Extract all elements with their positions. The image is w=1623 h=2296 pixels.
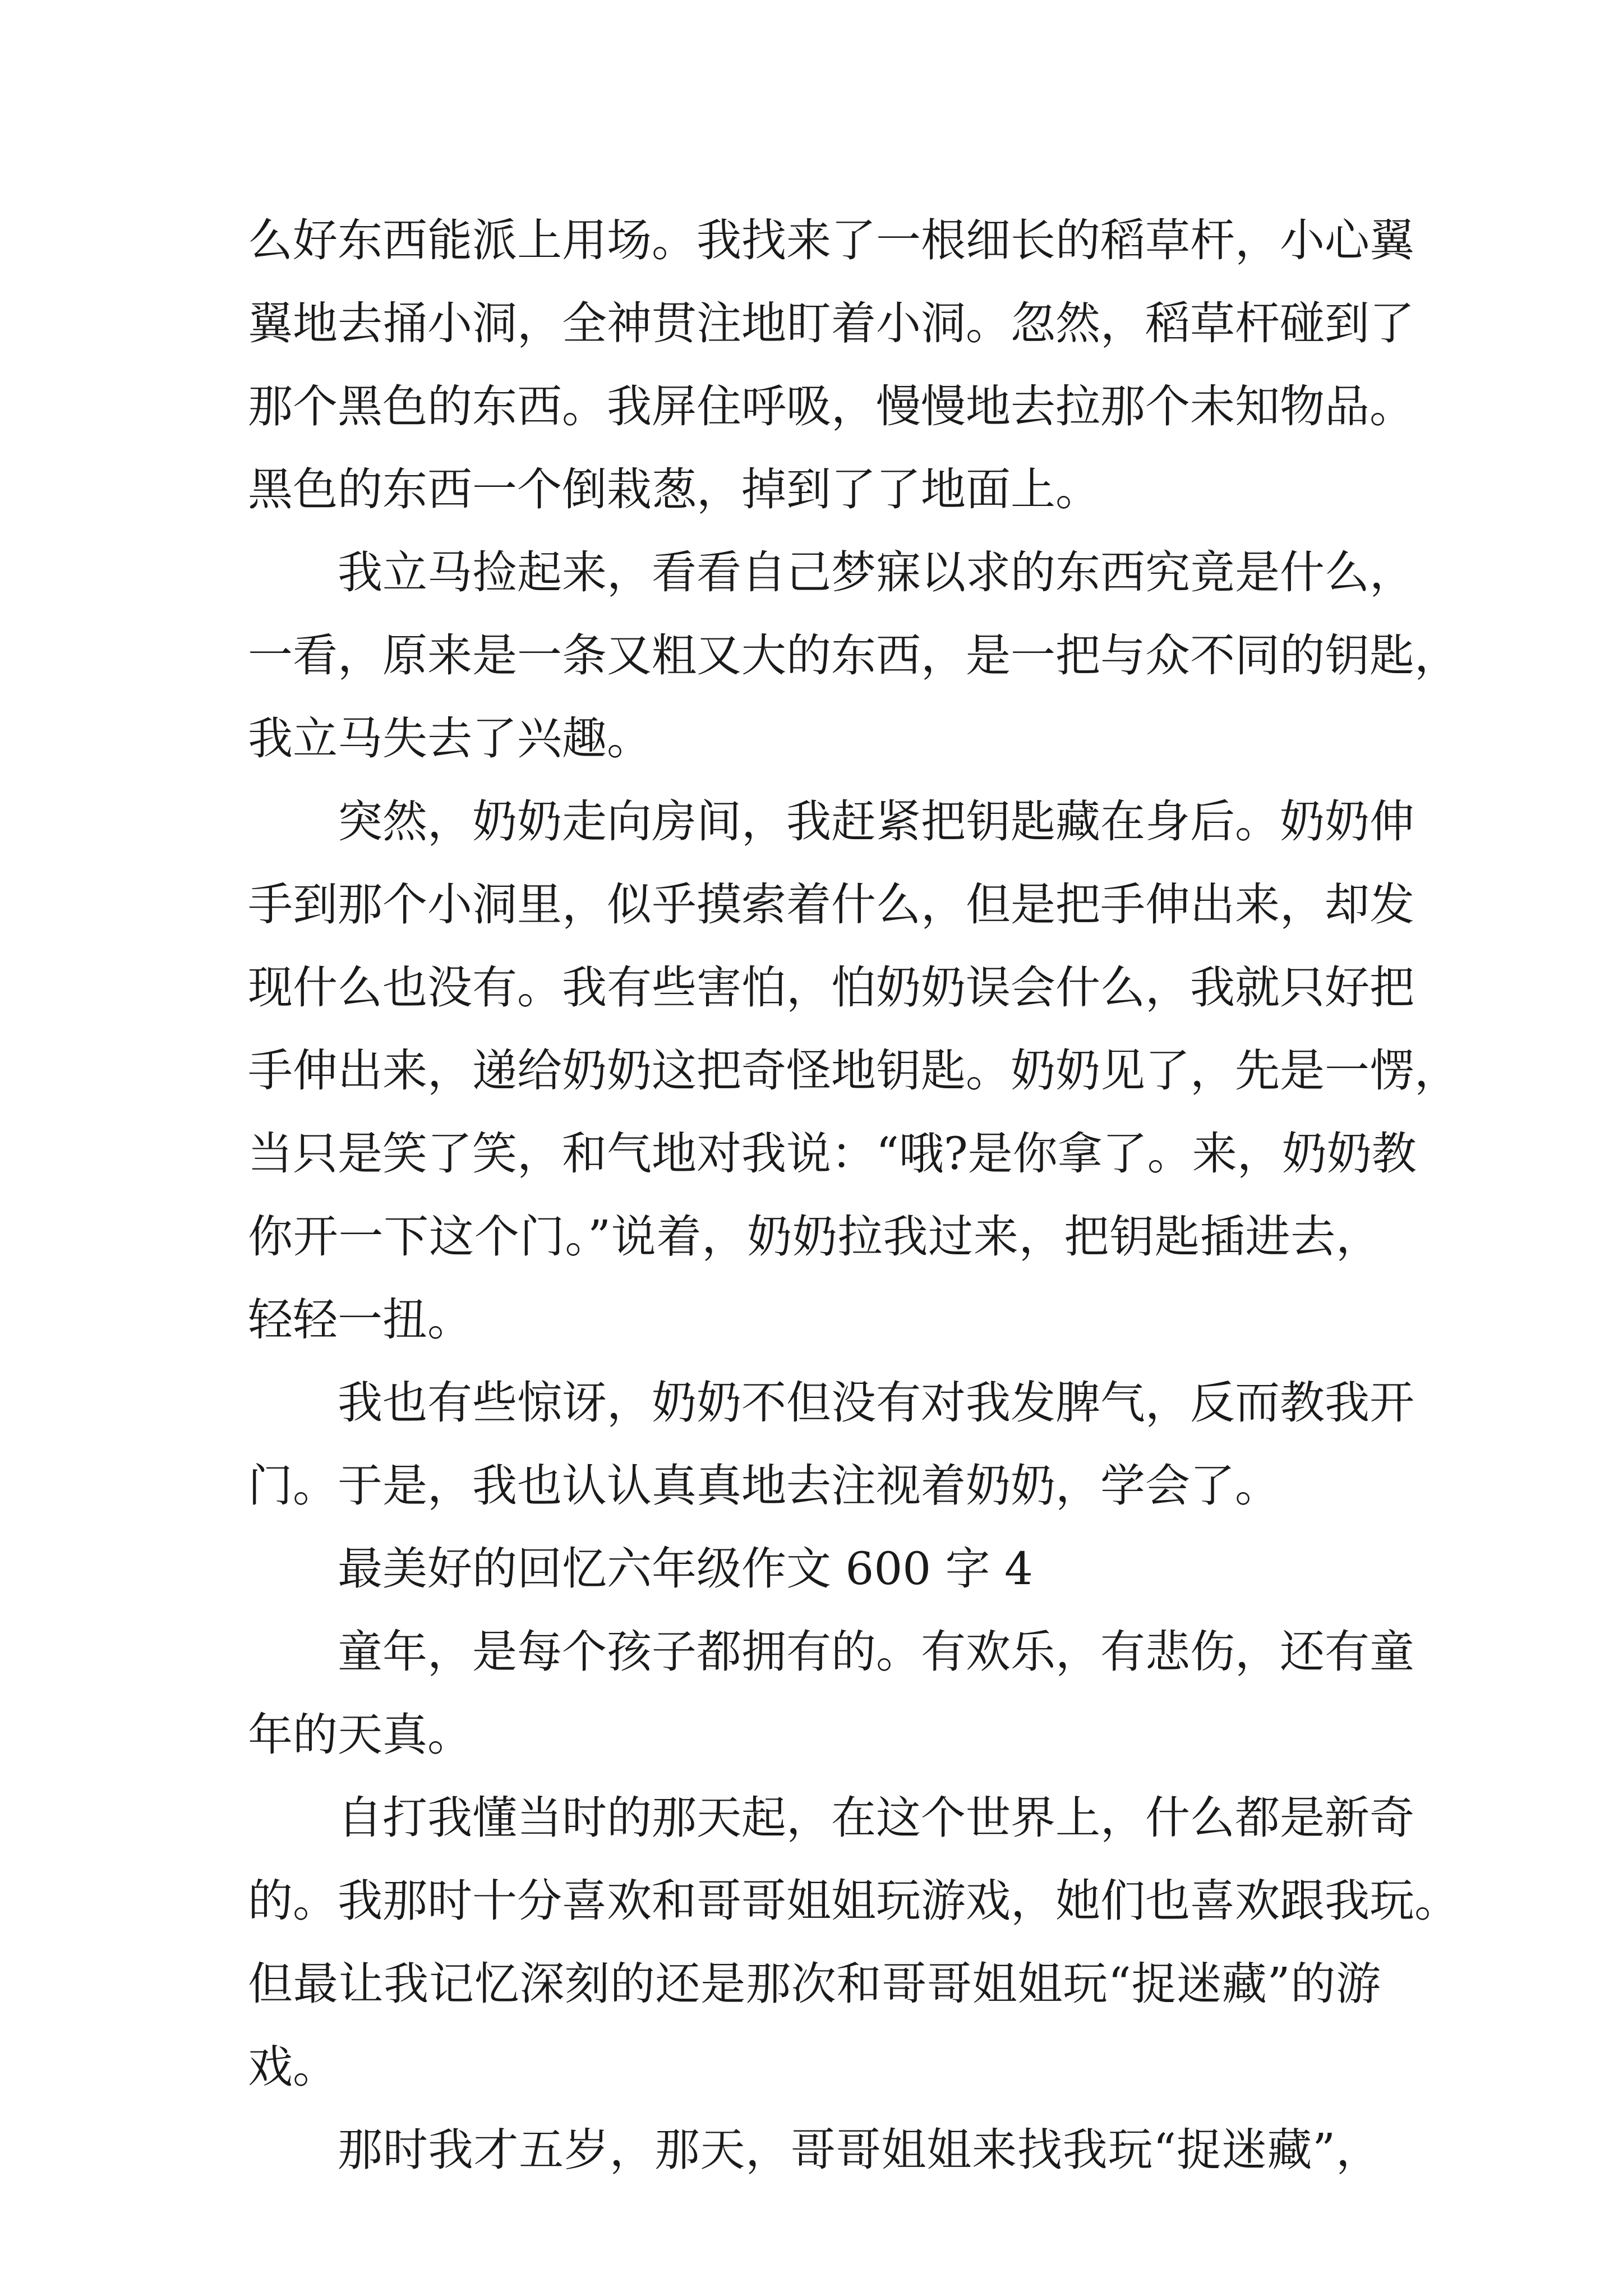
text-line: 手伸出来，递给奶奶这把奇怪地钥匙。奶奶见了，先是一愣， bbox=[248, 1045, 1459, 1097]
paragraph-first-line: 童年，是每个孩子都拥有的。有欢乐，有悲伤，还有童 bbox=[338, 1626, 1414, 1678]
text-line: 手到那个小洞里，似乎摸索着什么，但是把手伸出来，却发 bbox=[248, 878, 1414, 931]
text-line: 一看，原来是一条又粗又大的东西，是一把与众不同的钥匙， bbox=[248, 629, 1459, 682]
paragraph-first-line: 那时我才五岁，那天，哥哥姐姐来找我玩“捉迷藏”， bbox=[338, 2124, 1381, 2176]
text-line: 戏。 bbox=[248, 2041, 338, 2093]
text-line: 现什么也没有。我有些害怕，怕奶奶误会什么，我就只好把 bbox=[248, 961, 1414, 1014]
paragraph-first-line: 自打我懂当时的那天起，在这个世界上，什么都是新奇 bbox=[338, 1792, 1414, 1844]
text-line: 年的天真。 bbox=[248, 1709, 472, 1761]
document-body bbox=[248, 199, 1459, 2192]
text-line: 轻轻一扭。 bbox=[248, 1294, 472, 1346]
section-heading: 最美好的回忆六年级作文 600 字 4 bbox=[338, 1543, 1033, 1595]
text-line: 黑色的东西一个倒栽葱，掉到了了地面上。 bbox=[248, 463, 1100, 516]
text-line: 翼地去捅小洞，全神贯注地盯着小洞。忽然，稻草杆碰到了 bbox=[248, 297, 1414, 349]
paragraph-first-line: 我也有些惊讶，奶奶不但没有对我发脾气，反而教我开 bbox=[338, 1377, 1414, 1429]
paragraph-first-line: 我立马捡起来，看看自己梦寐以求的东西究竟是什么， bbox=[338, 546, 1414, 599]
text-line: 么好东西能派上用场。我找来了一根细长的稻草杆，小心翼 bbox=[248, 214, 1414, 266]
text-line: 你开一下这个门。”说着，奶奶拉我过来，把钥匙插进去， bbox=[248, 1211, 1381, 1263]
text-line: 但最让我记忆深刻的还是那次和哥哥姐姐玩“捉迷藏”的游 bbox=[248, 1958, 1381, 2010]
paragraph-first-line: 突然，奶奶走向房间，我赶紧把钥匙藏在身后。奶奶伸 bbox=[338, 795, 1414, 848]
text-line: 我立马失去了兴趣。 bbox=[248, 712, 652, 765]
text-line: 门。于是，我也认认真真地去注视着奶奶，学会了。 bbox=[248, 1460, 1280, 1512]
text-line: 的。我那时十分喜欢和哥哥姐姐玩游戏，她们也喜欢跟我玩。 bbox=[248, 1875, 1459, 1927]
text-line: 当只是笑了笑，和气地对我说：“哦?是你拿了。来，奶奶教 bbox=[248, 1128, 1417, 1180]
text-line: 那个黑色的东西。我屏住呼吸，慢慢地去拉那个未知物品。 bbox=[248, 380, 1414, 432]
